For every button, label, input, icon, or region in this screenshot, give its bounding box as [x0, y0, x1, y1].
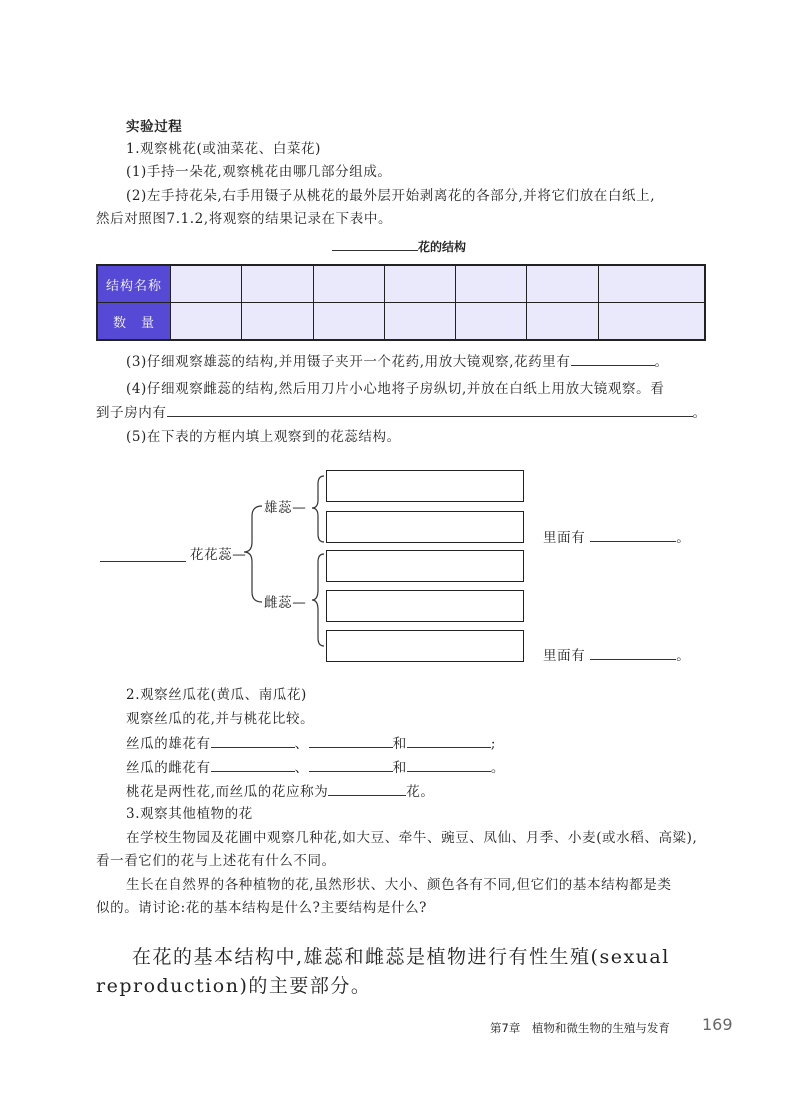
stamen-label: 雄蕊—	[264, 500, 307, 516]
others-line3: 生长在自然界的各种植物的花,虽然形状、大小、颜色各有不同,但它们的基本结构都是类	[126, 877, 672, 893]
others-line2: 看一看它们的花与上述花有什么不同。	[96, 853, 336, 869]
male-blank-3[interactable]	[407, 734, 491, 748]
others-title: 3.观察其他植物的花	[126, 806, 253, 822]
table-row	[97, 303, 705, 341]
loofah-female: 丝瓜的雌花有 、 和 。	[126, 760, 505, 776]
table-cell[interactable]	[527, 303, 598, 341]
stamen-box-2[interactable]	[326, 511, 524, 543]
pistil-box-3[interactable]	[326, 630, 524, 662]
table-cell[interactable]	[171, 303, 242, 341]
table-cell[interactable]	[242, 265, 313, 303]
loofah-title: 2.观察丝瓜花(黄瓜、南瓜花)	[126, 687, 307, 703]
question-4-line1: (4)仔细观察雌蕊的结构,然后用刀片小心地将子房纵切,并放在白纸上用放大镜观察。看	[126, 381, 665, 397]
others-line4: 似的。请讨论:花的基本结构是什么?主要结构是什么?	[96, 900, 428, 916]
compare-blank[interactable]	[328, 782, 406, 796]
table-cell[interactable]	[384, 265, 455, 303]
q3-blank[interactable]	[571, 352, 655, 366]
female-blank-3[interactable]	[407, 758, 491, 772]
chapter-title: 第7章 植物和微生物的生殖与发育	[490, 1021, 670, 1035]
table-cell[interactable]	[384, 303, 455, 341]
table-cell[interactable]	[313, 265, 384, 303]
stamen-box-1[interactable]	[326, 470, 524, 502]
loofah-intro: 观察丝瓜的花,并与桃花比较。	[126, 711, 315, 727]
pistil-box-2[interactable]	[326, 590, 524, 622]
table-cell[interactable]	[598, 303, 705, 341]
section-heading: 实验过程	[126, 119, 183, 135]
pistil-label: 雌蕊—	[264, 595, 307, 611]
loofah-male: 丝瓜的雄花有 、 和 ;	[126, 736, 496, 752]
stamen-inside: 里面有 。	[543, 530, 691, 546]
pistil-inside-blank[interactable]	[590, 646, 676, 660]
pistil-box-1[interactable]	[326, 550, 524, 582]
root-blank[interactable]	[100, 561, 186, 562]
question-4-line2: 到子房内有 。	[96, 405, 707, 421]
flower-structure-table	[96, 264, 706, 341]
male-blank-1[interactable]	[211, 734, 295, 748]
others-line1: 在学校生物园及花圃中观察几种花,如大豆、牵牛、豌豆、凤仙、月季、小麦(或水稻、高粱),	[126, 830, 698, 846]
row-label-quantity: 数 量	[97, 303, 171, 341]
pistil-brace	[312, 554, 324, 646]
table-cell[interactable]	[171, 265, 242, 303]
root-label: 花花蕊—	[190, 547, 247, 563]
main-brace	[244, 506, 262, 602]
loofah-compare: 桃花是两性花,而丝瓜的花应称为 花。	[126, 784, 435, 800]
summary-line1: 在花的基本结构中,雄蕊和雌蕊是植物进行有性生殖(sexual	[132, 946, 670, 968]
pistil-inside: 里面有 。	[543, 648, 691, 664]
male-blank-2[interactable]	[309, 734, 393, 748]
table-cell[interactable]	[456, 265, 527, 303]
table-cell[interactable]	[598, 265, 705, 303]
table-cell[interactable]	[313, 303, 384, 341]
table-caption: 花的结构	[332, 237, 466, 255]
stamen-inside-blank[interactable]	[590, 528, 676, 542]
step1-item-1: (1)手持一朵花,观察桃花由哪几部分组成。	[126, 164, 392, 180]
table-cell[interactable]	[456, 303, 527, 341]
row-label-structure: 结构名称	[97, 265, 171, 303]
table-cell[interactable]	[242, 303, 313, 341]
step1-item-2-line2: 然后对照图7.1.2,将观察的结果记录在下表中。	[96, 211, 393, 227]
q4-blank[interactable]	[167, 403, 693, 417]
caption-blank[interactable]	[332, 237, 418, 251]
step1-item-2-line1: (2)左手持花朵,右手用镊子从桃花的最外层开始剥离花的各部分,并将它们放在白纸上,	[126, 188, 656, 204]
female-blank-2[interactable]	[309, 758, 393, 772]
female-blank-1[interactable]	[211, 758, 295, 772]
stamen-brace	[312, 476, 324, 542]
summary-line2: reproduction)的主要部分。	[96, 975, 372, 997]
question-3: (3)仔细观察雄蕊的结构,并用镊子夹开一个花药,用放大镜观察,花药里有 。	[126, 354, 669, 370]
table-cell[interactable]	[527, 265, 598, 303]
table-row	[97, 265, 705, 303]
step1-title: 1.观察桃花(或油菜花、白菜花)	[126, 141, 322, 157]
page-number: 169	[702, 1015, 733, 1034]
question-5: (5)在下表的方框内填上观察到的花蕊结构。	[126, 429, 401, 445]
